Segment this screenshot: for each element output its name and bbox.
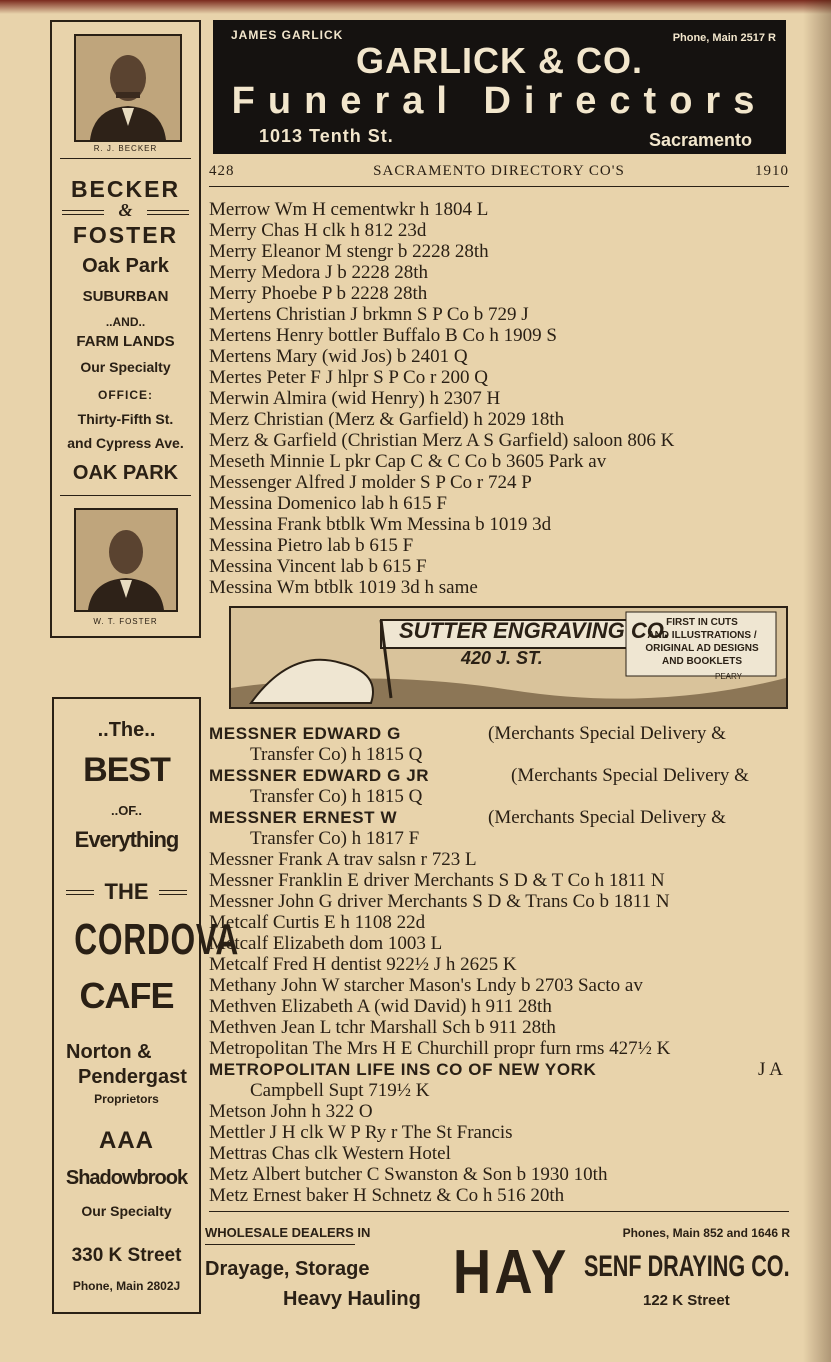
portrait-image-icon <box>76 510 176 610</box>
cordova-specialty: Our Specialty <box>81 1203 172 1219</box>
sutter-tagline <box>631 616 773 668</box>
entry-name-bold: MESSNER EDWARD G JR <box>209 766 430 785</box>
foster-line: FOSTER <box>72 222 179 248</box>
entry-text: Messenger Alfred J molder S P Co r 724 P <box>209 472 532 493</box>
divider <box>205 1244 355 1245</box>
page-number: 428 <box>209 163 235 179</box>
street-line: Thirty-Fifth St. <box>77 411 174 427</box>
ad-city: Sacramento <box>648 130 752 150</box>
sutter-name: SUTTER ENGRAVING CO. <box>399 618 670 643</box>
entry-text: Merry Chas H clk h 812 23d <box>209 220 427 241</box>
cordova-proprietors: Proprietors <box>94 1092 159 1106</box>
cordova-aaa: AAA <box>99 1127 154 1154</box>
cordova-cafe: CAFE <box>79 975 174 1016</box>
hauling-line: Heavy Hauling <box>283 1288 421 1310</box>
sutter-tag-4: AND BOOKLETS <box>662 656 742 667</box>
becker-foster-ad <box>50 20 201 638</box>
ad-owner: JAMES GARLICK <box>231 28 344 42</box>
entry-text: Messner Frank A trav salsn r 723 L <box>209 849 477 870</box>
entry-text: Metcalf Curtis E h 1108 22d <box>209 912 426 933</box>
ad-service: Funeral Directors <box>231 80 768 122</box>
entry-text: Merry Medora J b 2228 28th <box>209 262 428 283</box>
entry-text: Messina Frank btblk Wm Messina b 1019 3d <box>209 514 552 535</box>
entry-text: Mertens Christian J brkmn S P Co b 729 J <box>209 304 529 325</box>
entry-continuation: Campbell Supt 719½ K <box>250 1080 430 1101</box>
senf-phones: Phones, Main 852 and 1646 R <box>622 1226 790 1240</box>
wholesale-label: WHOLESALE DEALERS IN <box>205 1225 371 1240</box>
cordova-name: CORDOVA <box>74 915 239 964</box>
oak-park-caps-line: OAK PARK <box>72 462 179 484</box>
entry-name-bold: METROPOLITAN LIFE INS CO OF NEW YORK <box>209 1060 597 1079</box>
entry-text: Merz Christian (Merz & Garfield) h 2029 18th <box>209 409 565 430</box>
ornament-left <box>62 210 104 215</box>
cordova-norton: Norton & <box>66 1041 152 1063</box>
entry-text: Mettler J H clk W P Ry r The St Francis <box>209 1122 513 1143</box>
sutter-tag-3: ORIGINAL AD DESIGNS <box>645 643 759 654</box>
foster-caption: W. T. FOSTER <box>93 617 158 626</box>
entry-text: Metcalf Fred H dentist 922½ J h 2625 K <box>209 954 517 975</box>
entry-text: Merrow Wm H cementwkr h 1804 L <box>209 199 489 220</box>
entry-text: Messina Domenico lab h 615 F <box>209 493 448 514</box>
cordova-cafe-ad <box>52 697 239 1314</box>
entry-text: Methven Elizabeth A (wid David) h 911 28th <box>209 996 552 1017</box>
entry-text: Messner John G driver Merchants S D & Trans Co b 1811 N <box>209 891 670 912</box>
entry-text: Merz & Garfield (Christian Merz A S Garfield) saloon 806 K <box>209 430 675 451</box>
entry-text: Meseth Minnie L pkr Cap C & C Co b 3605 Park av <box>209 451 607 472</box>
cordova-street: 330 K Street <box>71 1245 182 1266</box>
head-rule <box>209 186 789 187</box>
directory-year: 1910 <box>755 163 789 179</box>
cordova-the-caps: THE <box>104 879 149 904</box>
entry-text: (Merchants Special Delivery & <box>511 765 749 786</box>
cordova-phone: Phone, Main 2802J <box>72 1279 181 1293</box>
page-top-edge <box>0 0 831 14</box>
cordova-the: ..The.. <box>97 719 156 741</box>
office-line: OFFICE: <box>98 388 153 402</box>
entry-text: Methany John W starcher Mason's Lndy b 2703 Sacto av <box>209 975 643 996</box>
entry-text: Merry Phoebe P b 2228 28th <box>209 283 428 304</box>
entry-text: Mertes Peter F J hlpr S P Co r 200 Q <box>209 367 489 388</box>
ad-phone: Phone, Main 2517 R <box>672 32 776 44</box>
garlick-header-ad <box>213 20 786 154</box>
entry-text: Metcalf Elizabeth dom 1003 L <box>209 933 443 954</box>
entry-text: Mertens Mary (wid Jos) b 2401 Q <box>209 346 468 367</box>
entry-text: Messner Franklin E driver Merchants S D & T Co h 1811 N <box>209 870 665 891</box>
specialty-line: Our Specialty <box>80 359 171 375</box>
directory-title: SACRAMENTO DIRECTORY CO'S <box>373 163 625 179</box>
artist-signature: PEARY <box>715 672 742 681</box>
entry-text: (Merchants Special Delivery & <box>488 807 726 828</box>
cordova-best: BEST <box>83 751 170 789</box>
entry-text: Mertens Henry bottler Buffalo B Co h 1909 S <box>209 325 557 346</box>
entry-text: Metropolitan The Mrs H E Churchill propr furn rms 427½ K <box>209 1038 671 1059</box>
cordova-everything: Everything <box>74 827 179 852</box>
entry-name-bold: MESSNER ERNEST W <box>209 808 398 827</box>
hay-word: HAY <box>453 1238 570 1307</box>
entry-continuation: Transfer Co) h 1815 Q <box>250 744 423 765</box>
page-shadow-edge <box>803 0 831 1362</box>
entry-name-bold: MESSNER EDWARD G <box>209 724 401 743</box>
senf-company: SENF DRAYING CO. <box>584 1250 790 1283</box>
entry-continuation: Transfer Co) h 1815 Q <box>250 786 423 807</box>
becker-portrait <box>74 34 182 142</box>
ornament-right <box>147 210 189 215</box>
suburban-line: SUBURBAN <box>82 288 169 305</box>
farm-lands-line: FARM LANDS <box>76 333 175 350</box>
entry-continuation: Transfer Co) h 1817 F <box>250 828 420 849</box>
amp-line: & <box>118 200 133 220</box>
divider <box>60 158 191 159</box>
entry-text: Messina Vincent lab b 615 F <box>209 556 427 577</box>
entry-text: (Merchants Special Delivery & <box>488 723 726 744</box>
entry-text: Methven Jean L tchr Marshall Sch b 911 28th <box>209 1017 556 1038</box>
ad-company: GARLICK & CO. <box>356 40 643 81</box>
sutter-address: 420 J. ST. <box>461 648 543 668</box>
bottom-rule <box>209 1211 789 1212</box>
and-line: ..AND.. <box>105 315 146 329</box>
becker-line: BECKER <box>70 176 181 202</box>
portrait-image-icon <box>76 36 180 140</box>
sutter-tag-1: FIRST IN CUTS <box>666 617 738 628</box>
entry-text: Merry Eleanor M stengr b 2228 28th <box>209 241 489 262</box>
entry-text: Metson John h 322 O <box>209 1101 373 1122</box>
entry-text: Metz Albert butcher C Swanston & Son b 1930 10th <box>209 1164 608 1185</box>
entry-text: Merwin Almira (wid Henry) h 2307 H <box>209 388 501 409</box>
oak-park-line: Oak Park <box>82 255 169 277</box>
running-head <box>209 163 789 185</box>
cordova-shadowbrook: Shadowbrook <box>65 1167 188 1189</box>
sutter-engraving-ad <box>229 606 788 709</box>
entry-text: Metz Ernest baker H Schnetz & Co h 516 20th <box>209 1185 565 1206</box>
cypress-line: and Cypress Ave. <box>67 435 184 451</box>
entry-text: Messina Wm btblk 1019 3d h same <box>209 577 478 598</box>
entry-text: J A <box>758 1059 783 1080</box>
entry-text: Messina Pietro lab b 615 F <box>209 535 414 556</box>
senf-draying-ad <box>205 1220 790 1320</box>
becker-caption: R. J. BECKER <box>93 144 158 153</box>
entry-text: Mettras Chas clk Western Hotel <box>209 1143 451 1164</box>
divider <box>60 495 191 496</box>
foster-portrait <box>74 508 178 612</box>
sutter-tag-2: AND ILLUSTRATIONS / <box>647 630 757 641</box>
drayage-line: Drayage, Storage <box>205 1258 370 1280</box>
ad-address: 1013 Tenth St. <box>259 126 394 146</box>
senf-address: 122 K Street <box>643 1292 730 1309</box>
cordova-of: ..OF.. <box>110 803 143 818</box>
cordova-pendergast: Pendergast <box>78 1066 187 1088</box>
